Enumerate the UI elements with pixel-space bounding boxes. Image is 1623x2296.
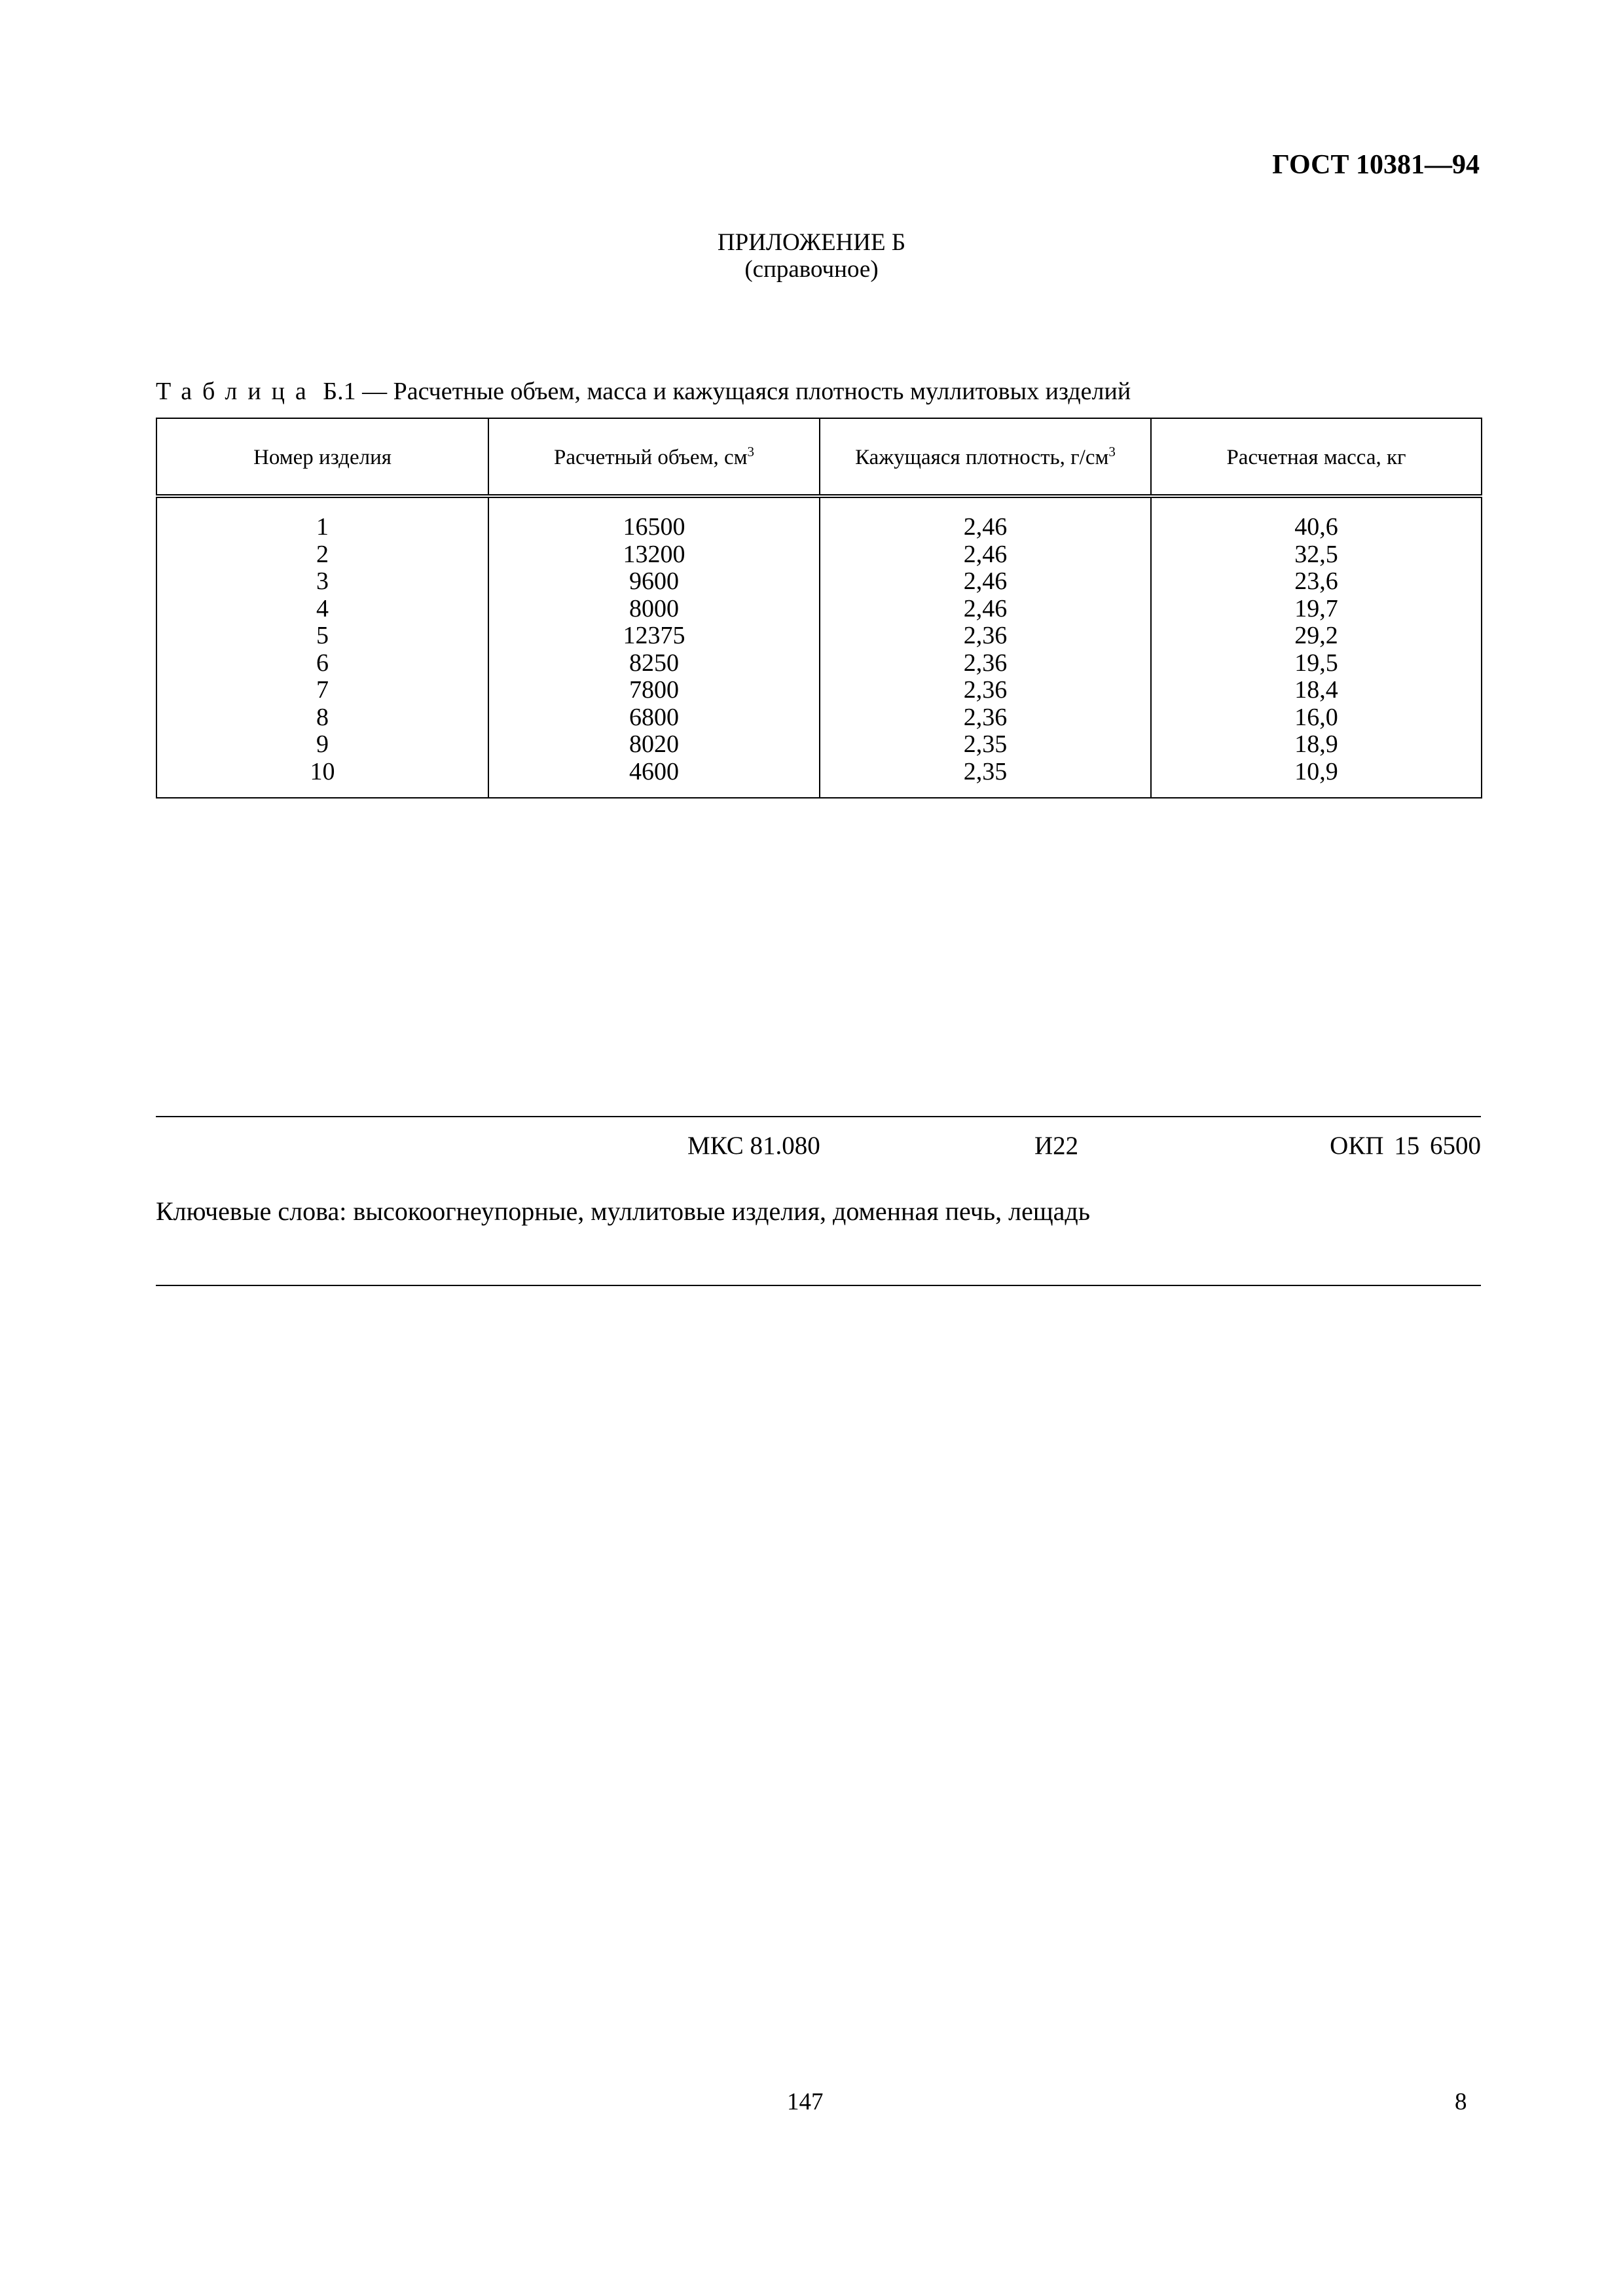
table-row bbox=[156, 568, 1482, 596]
column-header-label: Расчетная масса, кг bbox=[1226, 445, 1406, 469]
table-cell: 8 bbox=[156, 704, 488, 732]
table-cell: 3 bbox=[156, 568, 488, 596]
table-cell: 2,46 bbox=[820, 568, 1151, 596]
column-header-sup: 3 bbox=[1108, 443, 1116, 459]
table-cell: 2,36 bbox=[820, 622, 1151, 650]
keywords-line: Ключевые слова: высокоогнеупорные, муллитовые изделия, доменная печь, лещадь bbox=[156, 1196, 1090, 1226]
table-cell: 10 bbox=[156, 759, 488, 798]
table-body bbox=[156, 496, 1482, 798]
table-cell: 19,7 bbox=[1151, 596, 1482, 623]
table-cell: 8020 bbox=[488, 731, 820, 759]
table-cell: 18,4 bbox=[1151, 677, 1482, 704]
table-cell: 4 bbox=[156, 596, 488, 623]
table-cell: 16,0 bbox=[1151, 704, 1482, 732]
column-header bbox=[820, 418, 1151, 496]
column-header-label: Расчетный объем, см bbox=[554, 445, 748, 469]
table-cell: 2 bbox=[156, 541, 488, 569]
column-header-label: Номер изделия bbox=[253, 445, 392, 469]
table-cell: 32,5 bbox=[1151, 541, 1482, 569]
table-row bbox=[156, 759, 1482, 798]
table-cell: 2,36 bbox=[820, 677, 1151, 704]
table-cell: 10,9 bbox=[1151, 759, 1482, 798]
mks-code: МКС 81.080 bbox=[687, 1132, 820, 1160]
table-row bbox=[156, 541, 1482, 569]
table-cell: 29,2 bbox=[1151, 622, 1482, 650]
appendix-subtitle: (справочное) bbox=[744, 256, 879, 283]
table-cell: 2,35 bbox=[820, 731, 1151, 759]
table-caption bbox=[156, 377, 1131, 406]
table-cell: 13200 bbox=[488, 541, 820, 569]
table-cell: 23,6 bbox=[1151, 568, 1482, 596]
group-code: И22 bbox=[1034, 1132, 1079, 1160]
table-cell: 2,36 bbox=[820, 704, 1151, 732]
column-header bbox=[1151, 418, 1482, 496]
table-row bbox=[156, 496, 1482, 541]
table-cell: 9 bbox=[156, 731, 488, 759]
document-page-number: 8 bbox=[1455, 2089, 1467, 2115]
table-cell: 12375 bbox=[488, 622, 820, 650]
table-cell: 8000 bbox=[488, 596, 820, 623]
column-header-label: Кажущаяся плотность, г/см bbox=[855, 445, 1109, 469]
table-cell: 8250 bbox=[488, 650, 820, 677]
table-cell: 4600 bbox=[488, 759, 820, 798]
table-header-row bbox=[156, 418, 1482, 496]
table-caption-word: Таблица bbox=[156, 378, 317, 405]
column-header bbox=[488, 418, 820, 496]
table-cell: 1 bbox=[156, 496, 488, 541]
appendix-title: ПРИЛОЖЕНИЕ Б bbox=[717, 229, 906, 256]
table-cell: 2,46 bbox=[820, 541, 1151, 569]
column-header bbox=[156, 418, 488, 496]
divider-top bbox=[156, 1116, 1481, 1117]
table-row bbox=[156, 650, 1482, 677]
table-cell: 5 bbox=[156, 622, 488, 650]
table-caption-text: Б.1 — Расчетные объем, масса и кажущаяся плотность муллитовых изделий bbox=[316, 378, 1131, 405]
table-cell: 2,36 bbox=[820, 650, 1151, 677]
book-page-number: 147 bbox=[787, 2089, 824, 2115]
table-row bbox=[156, 596, 1482, 623]
table-row bbox=[156, 731, 1482, 759]
table-cell: 7 bbox=[156, 677, 488, 704]
divider-bottom bbox=[156, 1285, 1481, 1286]
table-row bbox=[156, 622, 1482, 650]
table-row bbox=[156, 677, 1482, 704]
standard-code: ГОСТ 10381—94 bbox=[1272, 150, 1480, 180]
table-cell: 19,5 bbox=[1151, 650, 1482, 677]
table-cell: 6 bbox=[156, 650, 488, 677]
table-cell: 6800 bbox=[488, 704, 820, 732]
table-cell: 2,35 bbox=[820, 759, 1151, 798]
table-row bbox=[156, 704, 1482, 732]
table-cell: 7800 bbox=[488, 677, 820, 704]
data-table bbox=[156, 418, 1482, 798]
table-cell: 2,46 bbox=[820, 596, 1151, 623]
table-cell: 16500 bbox=[488, 496, 820, 541]
appendix-heading bbox=[0, 229, 1623, 283]
column-header-sup: 3 bbox=[747, 443, 754, 459]
table-cell: 40,6 bbox=[1151, 496, 1482, 541]
table-cell: 18,9 bbox=[1151, 731, 1482, 759]
table-cell: 2,46 bbox=[820, 496, 1151, 541]
okp-code: ОКП 15 6500 bbox=[1330, 1132, 1481, 1160]
table-cell: 9600 bbox=[488, 568, 820, 596]
